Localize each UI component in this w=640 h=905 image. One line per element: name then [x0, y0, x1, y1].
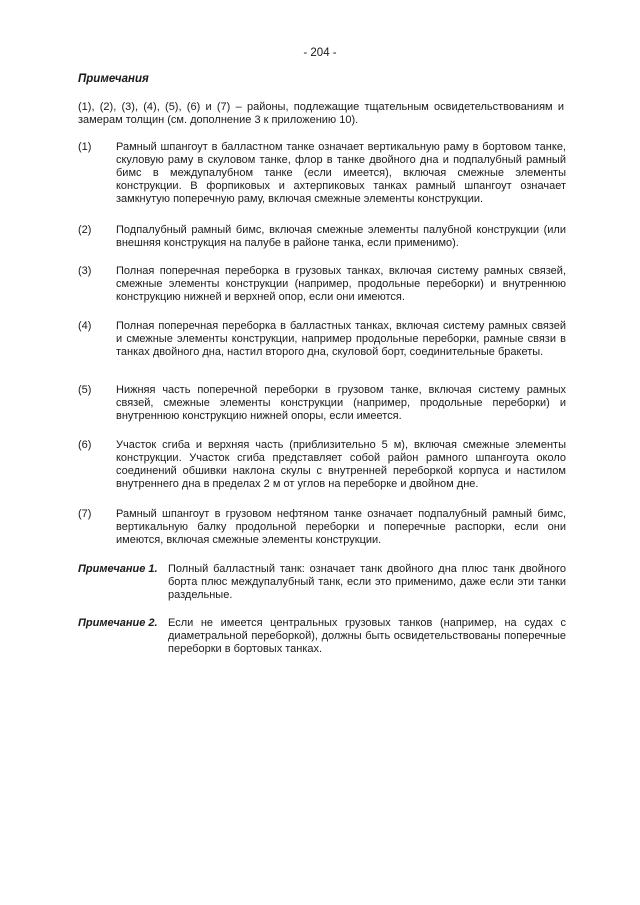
remark-text: Полный балластный танк: означает танк двойного дна плюс танк двойного борта плюс междупалубный танк, если это применимо, даже если эти танки раздельные. — [168, 563, 566, 601]
note-number: (5) — [78, 384, 92, 396]
remark-label: Примечание 2. — [78, 617, 158, 629]
note-text: Полная поперечная переборка в грузовых танках, включая систему рамных связей, смежные элементы конструкции (например, продольные переборки) и внутреннюю конструкцию нижней и верхней опор, если они имеются. — [116, 265, 566, 303]
note-number: (3) — [78, 265, 92, 277]
intro-paragraph: (1), (2), (3), (4), (5), (6) и (7) – районы, подлежащие тщательным освидетельствованиям и замерам толщин (см. дополнение 3 к приложению 10). — [78, 101, 564, 126]
page-number: - 204 - — [303, 47, 337, 59]
note-number: (1) — [78, 141, 92, 153]
note-text: Рамный шпангоут в балластном танке означает вертикальную раму в бортовом танке, скуловую раму в скуловом танке, флор в танке двойного дна и подпалубный рамный бимс в междупалубном танке (если имеется), включая смежные элементы конструкции. В форпиковых и ахтерпиковых танках рамный шпангоут означает замкнутую поперечную раму, включая смежные элементы конструкции. — [116, 141, 566, 205]
note-number: (4) — [78, 320, 92, 332]
note-text: Нижняя часть поперечной переборки в грузовом танке, включая систему рамных связей, смежные элементы конструкции (например, продольные переборки) и внутреннюю конструкцию нижней опоры, если имеется. — [116, 384, 566, 422]
remark-label: Примечание 1. — [78, 563, 158, 575]
note-text: Участок сгиба и верхняя часть (приблизительно 5 м), включая смежные элементы конструкции. Участок сгиба представляет собой район рамного шпангоута около соединений обшивки наклона скулы с внутренней переборкой корпуса и настилом внутреннего дна в пределах 2 м от углов на переборке и двойном дне. — [116, 439, 566, 490]
note-number: (2) — [78, 224, 92, 236]
note-number: (6) — [78, 439, 92, 451]
note-text: Рамный шпангоут в грузовом нефтяном танке означает подпалубный рамный бимс, вертикальную балку продольной переборки и поперечные распорки, если они имеются, включая смежные элементы конструкции. — [116, 508, 566, 546]
note-number: (7) — [78, 508, 92, 520]
note-text: Полная поперечная переборка в балластных танках, включая систему рамных связей и смежные элементы конструкции, например продольные переборки, рамные связи в танках двойного дна, настил второго дна, скуловой борт, соединительные бракеты. — [116, 320, 566, 358]
remark-text: Если не имеется центральных грузовых танков (например, на судах с диаметральной переборкой), должны быть освидетельствованы поперечные переборки в бортовых танках. — [168, 617, 566, 655]
note-text: Подпалубный рамный бимс, включая смежные элементы палубной конструкции (или внешняя конструкция на палубе в районе танка, если применимо). — [116, 224, 566, 249]
notes-heading: Примечания — [78, 73, 149, 85]
